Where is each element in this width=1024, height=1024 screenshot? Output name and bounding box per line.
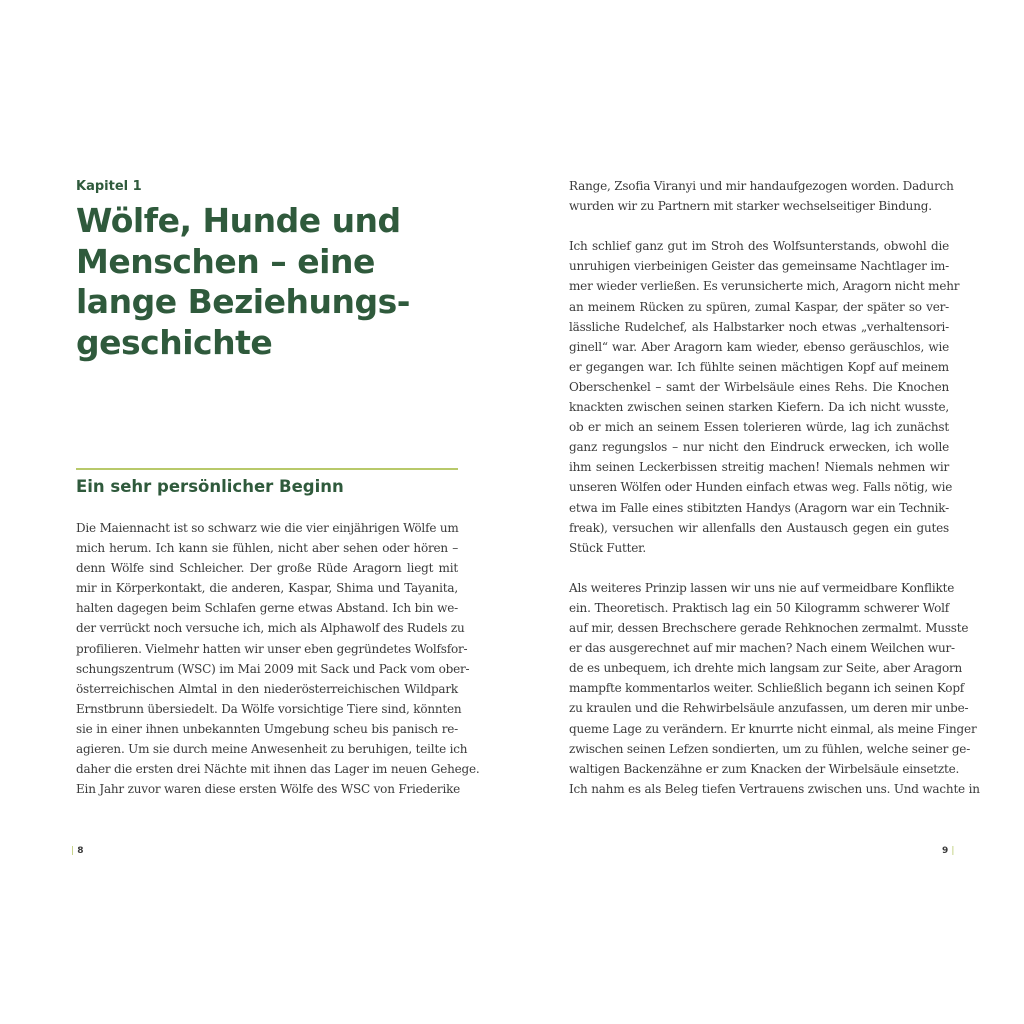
text-line: österreichischen Almtal in den niederösterreichischen Wildpark xyxy=(76,681,458,696)
text-line: zu kraulen und die Rehwirbelsäule anzufassen, um deren mir unbe- xyxy=(569,701,969,716)
text-line: an meinem Rücken zu spüren, zumal Kaspar, der später so ver- xyxy=(569,299,949,314)
text-line: schungszentrum (WSC) im Mai 2009 mit Sack und Pack vom ober- xyxy=(76,661,470,676)
text-line: halten dagegen beim Schlafen gerne etwas Abstand. Ich bin we- xyxy=(76,601,458,616)
text-line: ginell“ war. Aber Aragorn kam wieder, ebenso geräuschlos, wie xyxy=(569,339,949,354)
text-line: Ein Jahr zuvor waren diese ersten Wölfe des WSC von Friederike xyxy=(76,782,461,797)
text-line: sie in einer ihnen unbekannten Umgebung scheu bis panisch re- xyxy=(76,721,458,736)
text-line: knackten zwischen seinen starken Kiefern. Da ich nicht wusste, xyxy=(569,400,949,415)
text-line: ein. Theoretisch. Praktisch lag ein 50 Kilogramm schwerer Wolf xyxy=(569,600,949,615)
folio-bar: | xyxy=(951,846,955,856)
section-divider xyxy=(76,468,458,470)
text-line: Ernstbrunn übersiedelt. Da Wölfe vorsichtige Tiere sind, könnten xyxy=(76,701,462,716)
text-line: agieren. Um sie durch meine Anwesenheit zu beruhigen, teilte ich xyxy=(76,742,468,757)
chapter-title-line: Wölfe, Hunde und xyxy=(76,201,401,240)
text-line: er gegangen war. Ich fühlte seinen mächtigen Kopf auf meinem xyxy=(569,359,949,374)
text-line: daher die ersten drei Nächte mit ihnen das Lager im neuen Gehege. xyxy=(76,762,480,777)
text-line: Die Maiennacht ist so schwarz wie die vier einjährigen Wölfe um xyxy=(76,521,459,535)
chapter-title-line: Menschen – eine xyxy=(76,241,375,281)
text-line: de es unbequem, ich drehte mich langsam zur Seite, aber Aragorn xyxy=(569,661,963,676)
text-line: unruhigen vierbeinigen Geister das gemeinsame Nachtlager im- xyxy=(569,259,949,274)
page-number: 8 xyxy=(77,846,84,856)
text-line: auf mir, dessen Brechschere gerade Rehknochen zermalmt. Musste xyxy=(569,621,969,636)
page-number-left xyxy=(71,845,83,857)
text-line: Oberschenkel – samt der Wirbelsäule eines Rehs. Die Knochen xyxy=(569,379,949,394)
text-line: ob er mich an seinem Essen tolerieren würde, lag ich zunächst xyxy=(569,420,949,435)
text-line: Range, Zsofia Viranyi und mir handaufgezogen worden. Dadurch xyxy=(569,179,954,193)
text-line: Stück Futter. xyxy=(569,540,647,555)
folio-bar: | xyxy=(71,846,75,856)
text-line: denn Wölfe sind Schleicher. Der große Rüde Aragorn liegt mit xyxy=(76,561,458,576)
text-line: Ich nahm es als Beleg tiefen Vertrauens zwischen uns. Und wachte in xyxy=(569,781,980,796)
paragraph xyxy=(569,236,960,558)
text-line: er das ausgerechnet auf mir machen? Nach einem Weilchen wur- xyxy=(569,641,955,656)
page-number-right xyxy=(942,845,954,857)
text-line: profilieren. Vielmehr hatten wir unser eben gegründetes Wolfsfor- xyxy=(76,641,468,656)
chapter-title-line: lange Beziehungs- xyxy=(76,282,410,321)
chapter-title-line: geschichte xyxy=(76,322,273,362)
text-line: lässliche Rudelchef, als Halbstarker noch etwas „verhaltensori- xyxy=(569,319,949,334)
text-line: queme Lage zu verändern. Er knurrte nicht einmal, als meine Finger xyxy=(569,721,977,736)
text-line: waltigen Backenzähne er zum Knacken der Wirbelsäule einsetzte. xyxy=(569,761,960,776)
text-line: etwa im Falle eines stibitzten Handys (Aragorn war ein Technik- xyxy=(569,500,949,515)
text-line: der verrückt noch versuche ich, mich als Alphawolf des Rudels zu xyxy=(76,621,465,636)
text-line: mampfte kommentarlos weiter. Schließlich begann ich seinen Kopf xyxy=(569,681,965,696)
page-number: 9 xyxy=(942,846,949,856)
text-line: Als weiteres Prinzip lassen wir uns nie auf vermeidbare Konflikte xyxy=(569,580,955,595)
text-line: freak), versuchen wir allenfalls den Austausch gegen ein gutes xyxy=(569,520,949,535)
text-line: Ich schlief ganz gut im Stroh des Wolfsunterstands, obwohl die xyxy=(569,239,949,254)
text-line: wurden wir zu Partnern mit starker wechselseitiger Bindung. xyxy=(569,199,932,214)
right-page xyxy=(569,176,980,799)
left-page xyxy=(76,176,480,797)
text-line: mich herum. Ich kann sie fühlen, nicht aber sehen oder hören – xyxy=(76,541,458,556)
chapter-label: Kapitel 1 xyxy=(76,179,142,194)
paragraph xyxy=(569,578,980,799)
text-line: ganz regungslos – nur nicht den Eindruck erwecken, ich wolle xyxy=(569,440,949,455)
text-line: zwischen seinen Lefzen sondierten, um zu fühlen, welche seiner ge- xyxy=(569,741,971,756)
text-line: mer wieder verließen. Es verunsicherte mich, Aragorn nicht mehr xyxy=(569,279,960,294)
paragraph xyxy=(569,176,954,216)
section-heading: Ein sehr persönlicher Beginn xyxy=(76,477,344,496)
text-line: unseren Wölfen oder Hunden einfach etwas weg. Falls nötig, wie xyxy=(569,480,953,495)
chapter-title xyxy=(76,201,458,363)
text-line: ihm seinen Leckerbissen streitig machen! Niemals nehmen wir xyxy=(569,460,949,475)
text-line: mir in Körperkontakt, die anderen, Kaspar, Shima und Tayanita, xyxy=(76,581,458,596)
left-body-text xyxy=(76,518,480,799)
